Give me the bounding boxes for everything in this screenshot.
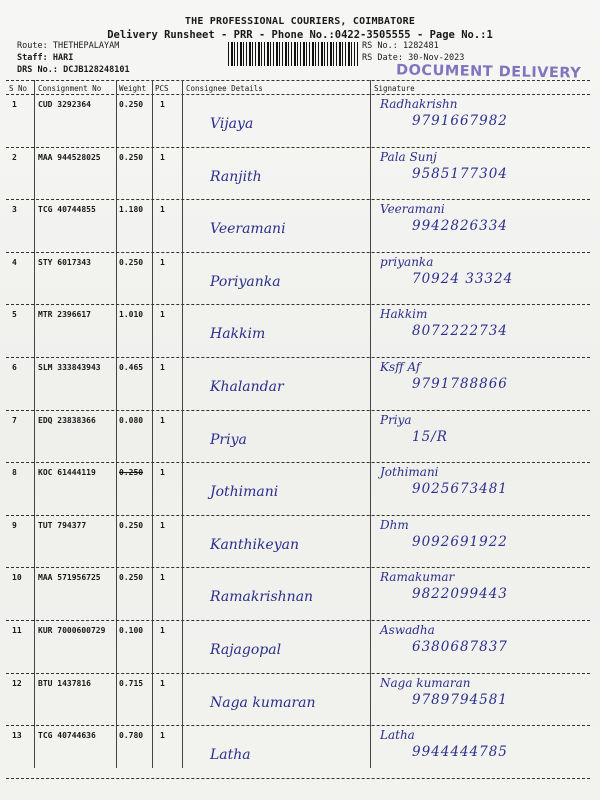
row-separator xyxy=(6,620,590,621)
row-weight: 0.250 xyxy=(119,468,144,478)
rs-date-label: RS Date: xyxy=(362,53,403,63)
row-phone: 6380687837 xyxy=(412,639,508,655)
row-signature: Ramakumar xyxy=(380,570,455,585)
row-separator xyxy=(6,357,590,358)
row-consignee-name: Veeramani xyxy=(210,221,286,238)
row-consignee-name: Priya xyxy=(210,431,247,448)
row-consignment-no: MTR 2396617 xyxy=(38,310,91,320)
row-weight: 0.465 xyxy=(119,363,144,372)
row-pcs: 1 xyxy=(160,152,165,162)
table-row xyxy=(0,727,600,773)
col-pcs: PCS xyxy=(155,84,169,93)
table-row xyxy=(0,622,600,668)
table-row xyxy=(0,254,600,300)
row-sno: 13 xyxy=(12,731,22,741)
row-signature: Veeramani xyxy=(380,202,445,217)
row-sno: 9 xyxy=(12,520,17,530)
row-phone: 9822099443 xyxy=(412,586,508,603)
row-phone: 9092691922 xyxy=(412,533,508,550)
row-sno: 8 xyxy=(12,468,17,478)
table-row xyxy=(0,412,600,458)
row-pcs: 1 xyxy=(160,363,165,372)
row-consignee-name: Ramakrishnan xyxy=(210,589,314,606)
table-row xyxy=(0,306,600,352)
row-signature: Radhakrishn xyxy=(380,97,458,111)
rs-no-label: RS No.: xyxy=(362,41,398,51)
drs-label: DRS No.: xyxy=(17,65,58,75)
row-consignment-no: MAA 571956725 xyxy=(38,573,101,583)
col-weight: Weight xyxy=(119,84,147,93)
row-sno: 5 xyxy=(12,310,17,320)
row-weight: 0.250 xyxy=(119,520,144,530)
row-pcs: 1 xyxy=(160,100,165,109)
row-sno: 11 xyxy=(12,626,22,635)
row-sno: 7 xyxy=(12,415,17,425)
row-phone: 8072222734 xyxy=(412,323,508,340)
row-pcs: 1 xyxy=(160,205,165,215)
route-block xyxy=(17,40,130,76)
table-row xyxy=(0,201,600,247)
table-row xyxy=(0,569,600,615)
col-signature: Signature xyxy=(374,84,415,93)
row-pcs: 1 xyxy=(160,573,165,583)
table-row xyxy=(0,149,600,195)
rs-no-value: 1282481 xyxy=(402,41,439,51)
row-consignment-no: SLM 333843943 xyxy=(38,363,101,372)
row-signature: Hakkim xyxy=(380,307,428,322)
row-sno: 1 xyxy=(12,100,17,109)
row-consignee-name: Ranjith xyxy=(210,168,262,185)
row-consignee-name: Rajagopal xyxy=(210,642,282,658)
row-phone: 9789794581 xyxy=(412,691,508,708)
row-signature: priyanka xyxy=(380,254,434,269)
row-consignee-name: Vijaya xyxy=(210,116,254,132)
row-signature: Jothimani xyxy=(380,465,439,480)
table-header-rule xyxy=(6,94,590,95)
row-weight: 0.250 xyxy=(119,573,144,583)
row-separator xyxy=(6,462,590,463)
row-weight: 0.250 xyxy=(119,257,144,267)
row-pcs: 1 xyxy=(160,468,165,478)
row-weight: 0.780 xyxy=(119,731,144,741)
row-pcs: 1 xyxy=(160,415,165,425)
row-weight: 1.010 xyxy=(119,310,144,320)
row-consignment-no: EDQ 23838366 xyxy=(38,415,96,425)
row-consignment-no: CUD 3292364 xyxy=(38,100,91,109)
row-pcs: 1 xyxy=(160,678,165,688)
row-separator xyxy=(6,147,590,148)
row-phone: 9944444785 xyxy=(412,744,508,761)
row-signature: Priya xyxy=(380,412,412,427)
row-sno: 3 xyxy=(12,205,17,215)
row-separator xyxy=(6,515,590,516)
row-sno: 10 xyxy=(12,573,22,583)
row-consignment-no: MAA 944528025 xyxy=(38,152,101,162)
row-weight: 0.715 xyxy=(119,678,144,688)
row-signature: Aswadha xyxy=(380,623,435,637)
row-signature: Latha xyxy=(380,728,415,743)
row-signature: Pala Sunj xyxy=(380,149,437,164)
row-weight: 1.180 xyxy=(119,205,144,215)
row-weight: 0.250 xyxy=(119,152,144,162)
row-consignment-no: TUT 794377 xyxy=(38,520,87,530)
col-consignment: Consignment No xyxy=(38,84,102,93)
row-pcs: 1 xyxy=(160,626,165,635)
row-separator xyxy=(6,725,590,726)
row-consignee-name: Kanthikeyan xyxy=(210,536,299,553)
table-row xyxy=(0,517,600,563)
row-phone: 9942826334 xyxy=(412,218,508,235)
row-consignment-no: TCG 40744636 xyxy=(38,731,96,741)
row-separator xyxy=(6,199,590,200)
row-weight: 0.080 xyxy=(119,415,144,425)
col-consignee: Consignee Details xyxy=(186,84,263,93)
row-separator xyxy=(6,252,590,253)
barcode-image xyxy=(228,42,358,66)
route-value: THETHEPALAYAM xyxy=(52,41,120,51)
row-consignee-name: Hakkim xyxy=(210,326,266,343)
row-pcs: 1 xyxy=(160,310,165,320)
row-phone: 9025673481 xyxy=(412,481,508,498)
row-consignment-no: KOC 61444119 xyxy=(38,468,96,478)
row-consignee-name: Jothimani xyxy=(210,484,279,501)
table-row xyxy=(0,359,600,405)
row-signature: Ksff Af xyxy=(380,360,421,374)
row-phone: 70924 33324 xyxy=(412,270,514,287)
runsheet-subtitle: Delivery Runsheet - PRR - Phone No.:0422-3505555 - Page No.:1 xyxy=(107,29,493,41)
row-consignment-no: TCG 40744855 xyxy=(38,205,96,215)
row-consignee-name: Khalandar xyxy=(210,379,284,395)
company-title: THE PROFESSIONAL COURIERS, COIMBATORE xyxy=(184,16,416,27)
table-top-rule xyxy=(6,80,590,81)
row-phone: 9585177304 xyxy=(412,165,508,182)
row-separator xyxy=(6,410,590,411)
row-pcs: 1 xyxy=(160,257,165,267)
row-weight: 0.250 xyxy=(119,100,144,109)
row-consignment-no: BTU 1437816 xyxy=(38,678,91,688)
row-consignee-name: Latha xyxy=(210,747,251,764)
row-consignee-name: Poriyanka xyxy=(210,273,281,290)
row-sno: 4 xyxy=(12,257,17,267)
row-phone: 9791667982 xyxy=(412,113,508,129)
row-signature: Naga kumaran xyxy=(380,675,471,690)
row-pcs: 1 xyxy=(160,520,165,530)
row-consignment-no: STY 6017343 xyxy=(38,257,91,267)
row-sno: 6 xyxy=(12,363,17,372)
row-separator xyxy=(6,304,590,305)
row-phone: 15/R xyxy=(412,428,448,445)
document-delivery-stamp: DOCUMENT DELIVERY xyxy=(395,62,582,82)
table-row xyxy=(0,675,600,721)
row-separator xyxy=(6,778,590,779)
row-consignment-no: KUR 7000600729 xyxy=(38,626,106,635)
table-row xyxy=(0,464,600,510)
staff-value: HARI xyxy=(52,53,74,63)
row-sno: 2 xyxy=(12,152,17,162)
rs-block xyxy=(362,40,464,64)
row-weight: 0.100 xyxy=(119,626,144,635)
row-sno: 12 xyxy=(12,678,22,688)
row-consignee-name: Naga kumaran xyxy=(210,694,316,711)
row-phone: 9791788866 xyxy=(412,376,508,392)
rs-date-value: 30-Nov-2023 xyxy=(408,53,465,63)
route-label: Route: xyxy=(17,41,48,51)
drs-value: DCJB128248101 xyxy=(63,65,130,75)
table-row xyxy=(0,96,600,142)
col-sno: S No xyxy=(9,84,28,93)
row-signature: Dhm xyxy=(380,517,409,532)
row-separator xyxy=(6,673,590,674)
row-separator xyxy=(6,567,590,568)
row-pcs: 1 xyxy=(160,731,165,741)
staff-label: Staff: xyxy=(17,53,48,63)
